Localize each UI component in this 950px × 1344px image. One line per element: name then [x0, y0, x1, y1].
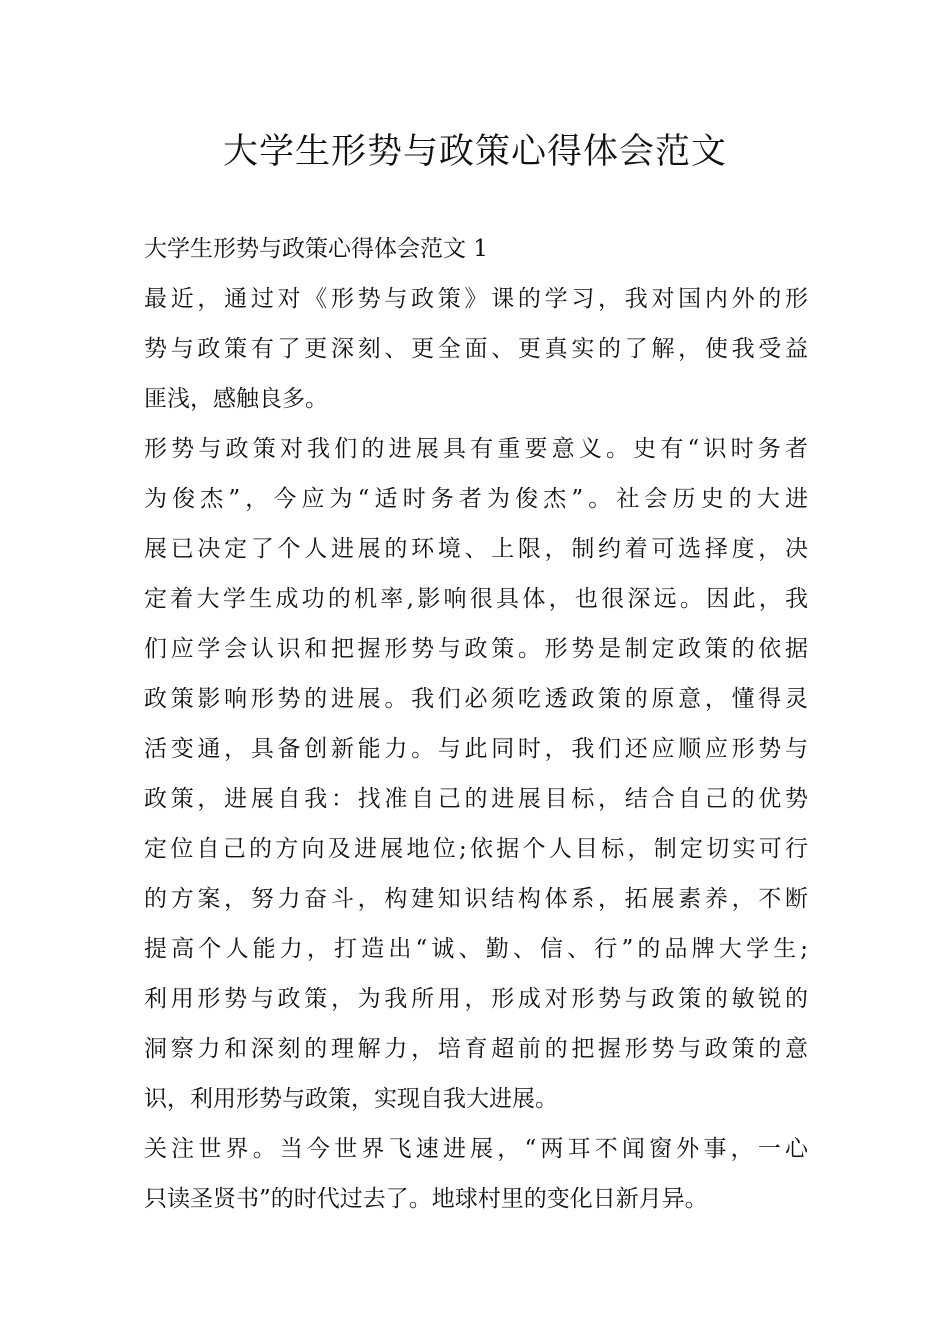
- paragraph-line: 势与政策有了更深刻、更全面、更真实的了解，使我受益: [144, 336, 808, 362]
- paragraph-line: 为俊杰”，今应为“适时务者为俊杰”。社会历史的大进: [144, 486, 808, 512]
- paragraph-2: [144, 424, 808, 1124]
- paragraph-line: 关注世界。当今世界飞速进展，“两耳不闻窗外事，一心: [144, 1136, 808, 1162]
- paragraph-line: 政策影响形势的进展。我们必须吃透政策的原意，懂得灵: [144, 686, 808, 712]
- paragraph-3: [144, 1124, 808, 1224]
- document-body: [144, 224, 808, 1224]
- paragraph-line: 的方案，努力奋斗，构建知识结构体系，拓展素养，不断: [144, 886, 808, 912]
- paragraph-line: 活变通，具备创新能力。与此同时，我们还应顺应形势与: [144, 736, 808, 762]
- document-title: 大学生形势与政策心得体会范文: [222, 132, 727, 172]
- paragraph-line: 政策，进展自我：找准自己的进展目标，结合自己的优势: [144, 786, 808, 812]
- paragraph-line: 形势与政策对我们的进展具有重要意义。史有“识时务者: [144, 436, 808, 462]
- paragraph-line: 定着大学生成功的机率,影响很具体，也很深远。因此，我: [144, 586, 808, 612]
- paragraph-line: 最近，通过对《形势与政策》课的学习，我对国内外的形: [144, 286, 808, 312]
- paragraph-line: 提高个人能力，打造出“诚、勤、信、行”的品牌大学生;: [144, 936, 808, 962]
- paragraph-line: 定位自己的方向及进展地位;依据个人目标，制定切实可行: [144, 836, 808, 862]
- paragraph-line: 利用形势与政策，为我所用，形成对形势与政策的敏锐的: [144, 986, 808, 1012]
- paragraph-line: 们应学会认识和把握形势与政策。形势是制定政策的依据: [144, 636, 808, 662]
- paragraph-line: 洞察力和深刻的理解力，培育超前的把握形势与政策的意: [144, 1036, 808, 1062]
- paragraph-line: 展已决定了个人进展的环境、上限，制约着可选择度，决: [144, 536, 808, 562]
- paragraph-line: 匪浅，感触良多。: [144, 386, 328, 412]
- paragraph-1: [144, 274, 808, 424]
- paragraph-line: 识，利用形势与政策，实现自我大进展。: [144, 1086, 558, 1112]
- paragraph-line: 只读圣贤书”的时代过去了。地球村里的变化日新月异。: [144, 1186, 708, 1212]
- section-heading: 大学生形势与政策心得体会范文 1: [144, 236, 488, 262]
